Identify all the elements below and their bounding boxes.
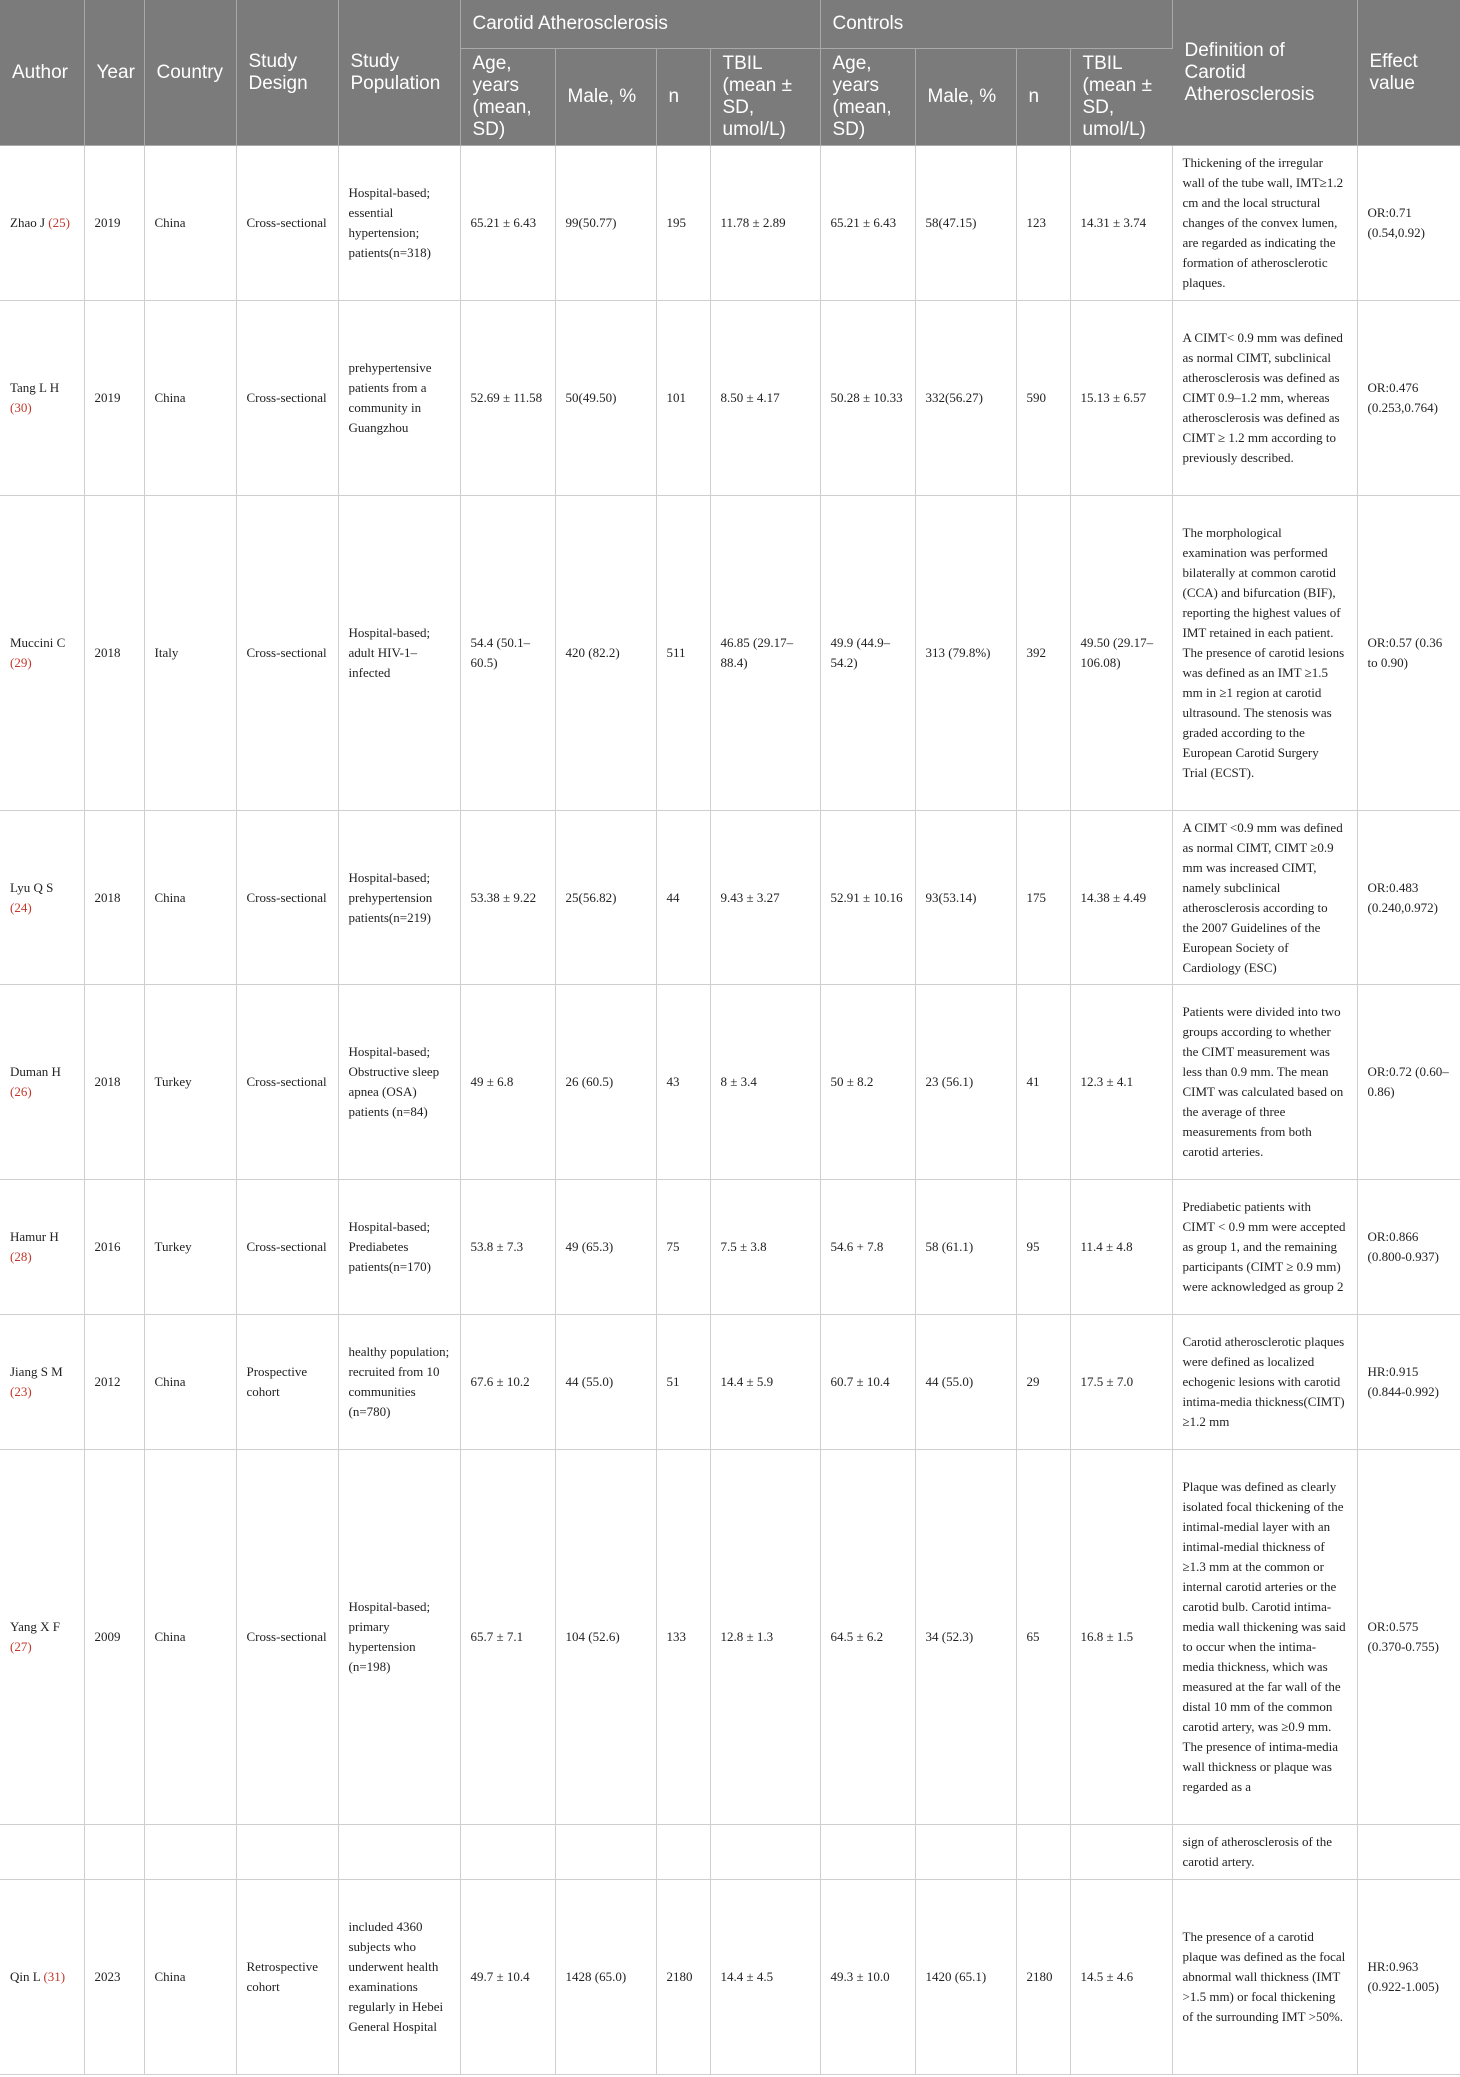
header-ca-age: Age, years (mean, SD) — [460, 49, 555, 146]
cell-design: Cross-sectional — [236, 1180, 338, 1315]
cell-country: Turkey — [144, 1180, 236, 1315]
table-row — [0, 301, 1460, 496]
cell-empty — [656, 1825, 710, 1880]
table-row — [0, 1880, 1460, 2075]
cell-author — [0, 1315, 84, 1450]
cell-design: Cross-sectional — [236, 301, 338, 496]
cell-design: Cross-sectional — [236, 1450, 338, 1825]
header-ca-male: Male, % — [555, 49, 656, 146]
cell-ca-n: 101 — [656, 301, 710, 496]
cell-ca-age: 53.38 ± 9.22 — [460, 811, 555, 985]
cell-ca-male: 1428 (65.0) — [555, 1880, 656, 2075]
cell-ca-tbil: 14.4 ± 4.5 — [710, 1880, 820, 2075]
cell-ctl-age: 50 ± 8.2 — [820, 985, 915, 1180]
cell-country: Italy — [144, 496, 236, 811]
cell-ctl-n: 392 — [1016, 496, 1070, 811]
cell-ca-male: 420 (82.2) — [555, 496, 656, 811]
header-ctl-n: n — [1016, 49, 1070, 146]
cell-definition: A CIMT< 0.9 mm was defined as normal CIMT, subclinical atherosclerosis was defined as CIMT 0.9–1.2 mm, whereas atherosclerosis was defined as CIMT ≥ 1.2 mm according to previously described. — [1172, 301, 1357, 496]
cell-author — [0, 1450, 84, 1825]
cell-ctl-tbil: 17.5 ± 7.0 — [1070, 1315, 1172, 1450]
cell-year: 2016 — [84, 1180, 144, 1315]
cell-empty — [820, 1825, 915, 1880]
table-row-continuation — [0, 1825, 1460, 1880]
cell-definition: A CIMT <0.9 mm was defined as normal CIMT, CIMT ≥0.9 mm was increased CIMT, namely subclinical atherosclerosis according to the 2007 Guidelines of the European Society of Cardiology (ESC) — [1172, 811, 1357, 985]
cell-ca-n: 511 — [656, 496, 710, 811]
cell-ctl-tbil: 14.5 ± 4.6 — [1070, 1880, 1172, 2075]
cell-population: healthy population; recruited from 10 communities (n=780) — [338, 1315, 460, 1450]
reference-link[interactable]: (27) — [10, 1639, 32, 1654]
cell-ca-age: 53.8 ± 7.3 — [460, 1180, 555, 1315]
cell-population: Hospital-based; adult HIV-1–infected — [338, 496, 460, 811]
cell-ca-age: 52.69 ± 11.58 — [460, 301, 555, 496]
cell-ctl-tbil: 11.4 ± 4.8 — [1070, 1180, 1172, 1315]
author-name: Duman H — [10, 1064, 61, 1079]
cell-ca-n: 51 — [656, 1315, 710, 1450]
cell-author — [0, 496, 84, 811]
cell-ca-age: 65.7 ± 7.1 — [460, 1450, 555, 1825]
table-body — [0, 146, 1460, 2075]
cell-population: Hospital-based; essential hypertension; patients(n=318) — [338, 146, 460, 301]
cell-country: China — [144, 1880, 236, 2075]
cell-effect: HR:0.963 (0.922-1.005) — [1357, 1880, 1460, 2075]
cell-country: Turkey — [144, 985, 236, 1180]
cell-empty — [710, 1825, 820, 1880]
cell-ctl-n: 95 — [1016, 1180, 1070, 1315]
header-ca-tbil: TBIL (mean ± SD, umol/L) — [710, 49, 820, 146]
cell-ctl-tbil: 16.8 ± 1.5 — [1070, 1450, 1172, 1825]
cell-definition: Plaque was defined as clearly isolated focal thickening of the intimal-medial layer with an intimal-medial thickness of ≥1.3 mm at the common or internal carotid arteries or the carotid bulb. Carotid intima-media wall thickening was said to occur when the intima-media thickness, which was measured at the far wall of the distal 10 mm of the common carotid artery, was ≥0.9 mm. The presence of intima-media wall thickness or plaque was regarded as a — [1172, 1450, 1357, 1825]
table-row — [0, 985, 1460, 1180]
cell-ctl-male: 58(47.15) — [915, 146, 1016, 301]
author-name: Tang L H — [10, 380, 60, 395]
author-name: Zhao J — [10, 215, 46, 230]
header-effect-value: Effect value — [1357, 0, 1460, 146]
cell-population: Hospital-based; primary hypertension (n=198) — [338, 1450, 460, 1825]
cell-ctl-n: 29 — [1016, 1315, 1070, 1450]
cell-author — [0, 985, 84, 1180]
cell-effect: OR:0.57 (0.36 to 0.90) — [1357, 496, 1460, 811]
cell-definition: Thickening of the irregular wall of the tube wall, IMT≥1.2 cm and the local structural changes of the convex lumen, are regarded as indicating the formation of atherosclerotic plaques. — [1172, 146, 1357, 301]
cell-ctl-tbil: 12.3 ± 4.1 — [1070, 985, 1172, 1180]
cell-population: prehypertensive patients from a community in Guangzhou — [338, 301, 460, 496]
cell-definition: Carotid atherosclerotic plaques were defined as localized echogenic lesions with carotid intima-media thickness(CIMT) ≥1.2 mm — [1172, 1315, 1357, 1450]
cell-empty — [144, 1825, 236, 1880]
cell-ca-n: 43 — [656, 985, 710, 1180]
author-name: Yang X F — [10, 1619, 60, 1634]
cell-definition: The morphological examination was performed bilaterally at common carotid (CCA) and bifurcation (BIF), reporting the highest values of IMT retained in each patient. The presence of carotid lesions was defined as an IMT ≥1.5 mm in ≥1 region at carotid ultrasound. The stenosis was graded according to the European Carotid Surgery Trial (ECST). — [1172, 496, 1357, 811]
cell-year: 2018 — [84, 496, 144, 811]
cell-effect: OR:0.71 (0.54,0.92) — [1357, 146, 1460, 301]
cell-ctl-male: 313 (79.8%) — [915, 496, 1016, 811]
cell-population: Hospital-based; Prediabetes patients(n=170) — [338, 1180, 460, 1315]
cell-design: Retrospective cohort — [236, 1880, 338, 2075]
cell-ca-tbil: 9.43 ± 3.27 — [710, 811, 820, 985]
cell-year: 2018 — [84, 985, 144, 1180]
reference-link[interactable]: (29) — [10, 655, 32, 670]
cell-design: Prospective cohort — [236, 1315, 338, 1450]
cell-design: Cross-sectional — [236, 496, 338, 811]
cell-ca-age: 65.21 ± 6.43 — [460, 146, 555, 301]
reference-link[interactable]: (26) — [10, 1084, 32, 1099]
cell-year: 2012 — [84, 1315, 144, 1450]
header-ctl-male: Male, % — [915, 49, 1016, 146]
cell-ca-n: 44 — [656, 811, 710, 985]
cell-author — [0, 301, 84, 496]
cell-country: China — [144, 146, 236, 301]
table-row — [0, 146, 1460, 301]
cell-country: China — [144, 1315, 236, 1450]
cell-year: 2023 — [84, 1880, 144, 2075]
header-ctl-age: Age, years (mean, SD) — [820, 49, 915, 146]
table-row — [0, 496, 1460, 811]
cell-country: China — [144, 301, 236, 496]
cell-ca-age: 49 ± 6.8 — [460, 985, 555, 1180]
cell-design: Cross-sectional — [236, 811, 338, 985]
cell-ctl-n: 123 — [1016, 146, 1070, 301]
table-row — [0, 1180, 1460, 1315]
cell-ca-male: 50(49.50) — [555, 301, 656, 496]
cell-ca-tbil: 8.50 ± 4.17 — [710, 301, 820, 496]
cell-ctl-age: 64.5 ± 6.2 — [820, 1450, 915, 1825]
cell-ca-tbil: 46.85 (29.17–88.4) — [710, 496, 820, 811]
cell-effect: OR:0.476 (0.253,0.764) — [1357, 301, 1460, 496]
author-name: Jiang S M — [10, 1364, 63, 1379]
cell-ctl-age: 50.28 ± 10.33 — [820, 301, 915, 496]
cell-ca-male: 99(50.77) — [555, 146, 656, 301]
cell-ca-male: 26 (60.5) — [555, 985, 656, 1180]
cell-definition: The presence of a carotid plaque was defined as the focal abnormal wall thickness (IMT >1.5 mm) or focal thickening of the surrounding IMT >50%. — [1172, 1880, 1357, 2075]
cell-population: included 4360 subjects who underwent health examinations regularly in Hebei General Hospital — [338, 1880, 460, 2075]
cell-ctl-tbil: 14.31 ± 3.74 — [1070, 146, 1172, 301]
header-author: Author — [0, 0, 84, 146]
cell-definition: Patients were divided into two groups according to whether the CIMT measurement was less than 0.9 mm. The mean CIMT was calculated based on the average of three measurements from both carotid arteries. — [1172, 985, 1357, 1180]
cell-ca-n: 195 — [656, 146, 710, 301]
header-year: Year — [84, 0, 144, 146]
cell-effect: HR:0.915 (0.844-0.992) — [1357, 1315, 1460, 1450]
cell-definition: Prediabetic patients with CIMT < 0.9 mm were accepted as group 1, and the remaining participants (CIMT ≥ 0.9 mm) were acknowledged as group 2 — [1172, 1180, 1357, 1315]
header-ca-n: n — [656, 49, 710, 146]
cell-author — [0, 1880, 84, 2075]
cell-author — [0, 146, 84, 301]
table-row — [0, 1315, 1460, 1450]
cell-ctl-age: 52.91 ± 10.16 — [820, 811, 915, 985]
cell-ca-n: 2180 — [656, 1880, 710, 2075]
cell-country: China — [144, 1450, 236, 1825]
cell-design: Cross-sectional — [236, 146, 338, 301]
header-group-controls: Controls — [820, 0, 1172, 49]
header-group-carotid-atherosclerosis: Carotid Atherosclerosis — [460, 0, 820, 49]
cell-year: 2019 — [84, 146, 144, 301]
header-definition: Definition of Carotid Atherosclerosis — [1172, 0, 1357, 146]
cell-design: Cross-sectional — [236, 985, 338, 1180]
cell-ca-male: 25(56.82) — [555, 811, 656, 985]
cell-year: 2019 — [84, 301, 144, 496]
cell-effect: OR:0.72 (0.60–0.86) — [1357, 985, 1460, 1180]
cell-ctl-age: 49.9 (44.9–54.2) — [820, 496, 915, 811]
cell-ca-male: 104 (52.6) — [555, 1450, 656, 1825]
cell-ca-age: 54.4 (50.1–60.5) — [460, 496, 555, 811]
cell-ctl-n: 175 — [1016, 811, 1070, 985]
reference-link[interactable]: (25) — [48, 215, 70, 230]
cell-year: 2018 — [84, 811, 144, 985]
cell-empty — [1070, 1825, 1172, 1880]
cell-ca-age: 67.6 ± 10.2 — [460, 1315, 555, 1450]
cell-effect: OR:0.575 (0.370-0.755) — [1357, 1450, 1460, 1825]
reference-link[interactable]: (24) — [10, 899, 32, 915]
cell-ca-tbil: 11.78 ± 2.89 — [710, 146, 820, 301]
cell-ca-tbil: 7.5 ± 3.8 — [710, 1180, 820, 1315]
cell-ca-tbil: 12.8 ± 1.3 — [710, 1450, 820, 1825]
cell-population: Hospital-based; Obstructive sleep apnea (OSA) patients (n=84) — [338, 985, 460, 1180]
cell-ctl-male: 332(56.27) — [915, 301, 1016, 496]
cell-empty — [338, 1825, 460, 1880]
cell-ctl-tbil: 14.38 ± 4.49 — [1070, 811, 1172, 985]
author-name: Lyu Q S — [10, 879, 54, 895]
author-name: Hamur H — [10, 1229, 59, 1244]
header-country: Country — [144, 0, 236, 146]
cell-ctl-male: 23 (56.1) — [915, 985, 1016, 1180]
cell-year: 2009 — [84, 1450, 144, 1825]
cell-ca-n: 133 — [656, 1450, 710, 1825]
cell-effect: OR:0.483 (0.240,0.972) — [1357, 811, 1460, 985]
cell-author — [0, 811, 84, 985]
cell-author — [0, 1180, 84, 1315]
cell-empty — [1016, 1825, 1070, 1880]
cell-ctl-n: 65 — [1016, 1450, 1070, 1825]
cell-ctl-tbil: 15.13 ± 6.57 — [1070, 301, 1172, 496]
cell-ctl-tbil: 49.50 (29.17–106.08) — [1070, 496, 1172, 811]
cell-empty — [84, 1825, 144, 1880]
table-row — [0, 811, 1460, 985]
cell-empty — [555, 1825, 656, 1880]
cell-ca-n: 75 — [656, 1180, 710, 1315]
reference-link[interactable]: (30) — [10, 400, 32, 415]
cell-ctl-male: 58 (61.1) — [915, 1180, 1016, 1315]
cell-ctl-age: 60.7 ± 10.4 — [820, 1315, 915, 1450]
cell-ctl-age: 65.21 ± 6.43 — [820, 146, 915, 301]
table-row — [0, 1450, 1460, 1825]
header-ctl-tbil: TBIL (mean ± SD, umol/L) — [1070, 49, 1172, 146]
cell-population: Hospital-based; prehypertension patients(n=219) — [338, 811, 460, 985]
header-study-design: Study Design — [236, 0, 338, 146]
cell-ca-tbil: 8 ± 3.4 — [710, 985, 820, 1180]
cell-ctl-male: 34 (52.3) — [915, 1450, 1016, 1825]
cell-ca-age: 49.7 ± 10.4 — [460, 1880, 555, 2075]
cell-ctl-male: 93(53.14) — [915, 811, 1016, 985]
header-study-population: Study Population — [338, 0, 460, 146]
cell-definition: sign of atherosclerosis of the carotid artery. — [1172, 1825, 1357, 1880]
cell-ctl-n: 41 — [1016, 985, 1070, 1180]
cell-ctl-male: 1420 (65.1) — [915, 1880, 1016, 2075]
cell-empty — [1357, 1825, 1460, 1880]
reference-link[interactable]: (31) — [43, 1969, 66, 1984]
cell-effect: OR:0.866 (0.800-0.937) — [1357, 1180, 1460, 1315]
cell-empty — [460, 1825, 555, 1880]
reference-link[interactable]: (28) — [10, 1249, 32, 1264]
cell-ctl-male: 44 (55.0) — [915, 1315, 1016, 1450]
table-header — [0, 0, 1460, 146]
reference-link[interactable]: (23) — [10, 1384, 32, 1399]
cell-country: China — [144, 811, 236, 985]
cell-empty — [0, 1825, 84, 1880]
cell-ctl-age: 49.3 ± 10.0 — [820, 1880, 915, 2075]
cell-ca-male: 49 (65.3) — [555, 1180, 656, 1315]
cell-ctl-n: 2180 — [1016, 1880, 1070, 2075]
cell-ctl-age: 54.6 + 7.8 — [820, 1180, 915, 1315]
author-name: Muccini C — [10, 635, 66, 650]
cell-ctl-n: 590 — [1016, 301, 1070, 496]
cell-ca-male: 44 (55.0) — [555, 1315, 656, 1450]
cell-ca-tbil: 14.4 ± 5.9 — [710, 1315, 820, 1450]
cell-empty — [236, 1825, 338, 1880]
author-name: Qin L — [10, 1969, 41, 1984]
cell-empty — [915, 1825, 1016, 1880]
